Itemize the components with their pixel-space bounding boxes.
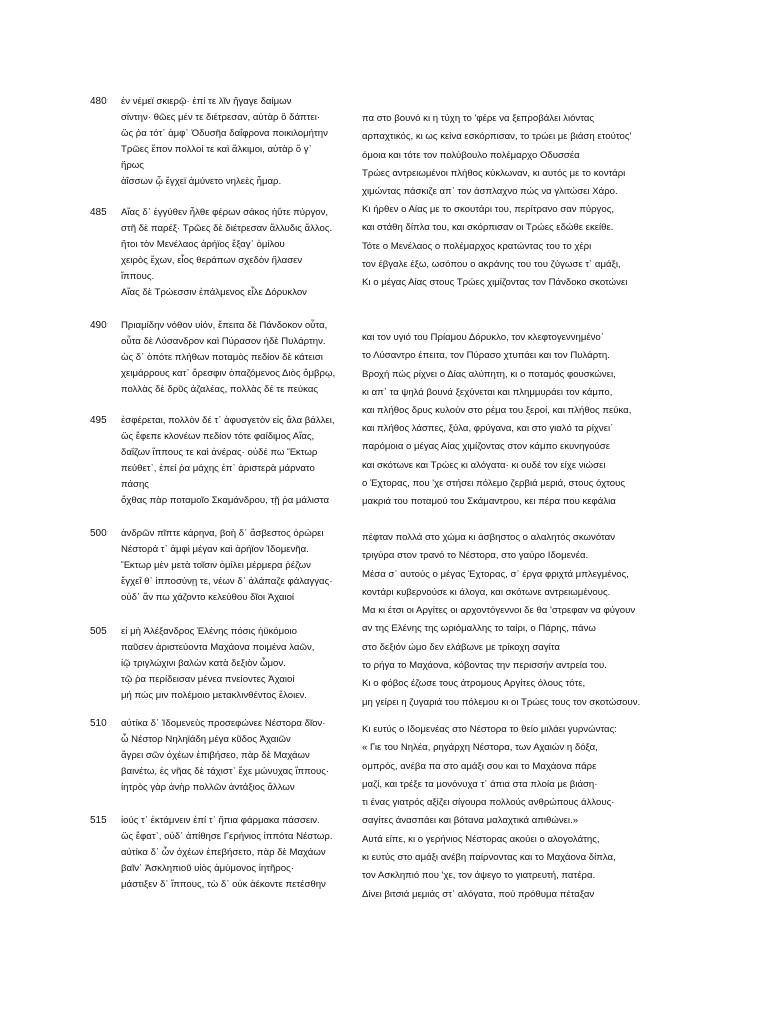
translation-line: και στάθη δίπλα του, και σκόρπισαν οι Τρώες εδώθε εκείθε. [362, 222, 614, 234]
ancient-greek-text [121, 318, 349, 398]
greek-line: ὄχθας πὰρ ποταμοῖο Σκαμάνδρου, τῇ ῥα μάλιστα [121, 495, 330, 506]
ancient-greek-text [121, 526, 349, 606]
greek-line: ἀνδρῶν πῖπτε κάρηνα, βοὴ δ᾽ ἄσβεστος ὀρώρει [121, 528, 324, 539]
greek-line: ἤτοι τὸν Μενέλαος ἀρήϊος ἔξαγ᾽ ὁμίλου [121, 239, 285, 250]
translation-line: και πλήθος δρυς κυλούν στο ρέμα του ξεροί, και πλήθος πεύκα, [362, 405, 632, 417]
greek-line: ὡς δ᾽ ὁπότε πλήθων ποταμὸς πεδίον δὲ κάτεισι [121, 352, 323, 363]
greek-line: Αἴας δ᾽ ἐγγύθεν ἦλθε φέρων σάκος ἠΰτε πύργον, [121, 207, 329, 218]
translation-line: κοντάρι κυβερνούσε κι άλογα, και σκότωνε αντρειωμένους. [362, 586, 611, 598]
greek-line: ἰῷ τριγλώχινι βαλὼν κατὰ δεξιὸν ὦμον. [121, 658, 286, 669]
translation-line: « Γιε του Νηλέα, ρηγάρχη Νέστορα, των Αχαιών η δόξα, [362, 742, 598, 754]
modern-greek-translation [362, 110, 712, 201]
greek-line: Αἴας δὲ Τρώεσσιν ἐπάλμενος εἷλε Δόρυκλον [121, 287, 307, 298]
greek-line: ὦ Νέστορ Νηληϊάδη μέγα κῦδος Ἀχαιῶν [121, 734, 291, 745]
translation-line: αν της Ελένης της ωριόμαλλης το ταίρι, ο Πάρης, πάνω [362, 623, 596, 635]
greek-line: χειμάρρους κατ᾽ ὄρεσφιν ὀπαζόμενος Διὸς ὄμβρῳ, [121, 368, 336, 379]
line-number: 505 [90, 626, 107, 637]
translation-line: όμοια και τότε τον πολύβουλο πολέμαρχο Οδυσσέα [362, 149, 580, 161]
greek-line: μάστιξεν δ᾽ ἵππους, τὼ δ᾽ οὐκ ἀέκοντε πετέσθην [121, 879, 326, 890]
translation-line: Τρώες αντρειωμένοι πλήθος κύκλωναν, κι αυτός με το κοντάρι [362, 167, 626, 179]
modern-greek-translation [362, 529, 712, 712]
translation-line: πέφταν πολλά στο χώμα κι άσβηστος ο αλαλητός σκωνόταν [362, 532, 616, 543]
line-number: 500 [90, 528, 107, 539]
greek-line: αὐτίκα δ᾽ Ἰδομενεὺς προσεφώνεε Νέστορα δῖον· [121, 718, 326, 729]
translation-line: μαζί, και τρέξε τα μονόνυχα τ᾽ άπια στα πλοία με βιάση· [362, 778, 598, 790]
line-number: 485 [90, 207, 107, 218]
greek-line: χειρὸς ἔχων, εἷος θεράπων σχεδὸν ἤλασεν [121, 255, 303, 266]
line-number: 490 [90, 320, 107, 331]
greek-line: οὐδ᾽ ἄν πω χάζοντο κελεύθου δῖοι Ἀχαιοί [121, 592, 295, 603]
ancient-greek-text [121, 716, 349, 796]
greek-line: πολλὰς δὲ δρῦς ἀζαλέας, πολλὰς δέ τε πεύκας [121, 384, 319, 395]
translation-line: Κι ευτύς ο Ιδομενέας στο Νέστορα το θείο μιλάει γυρνώντας: [362, 724, 617, 735]
translation-line: παρόμοια ο μέγας Αίας χιμίζοντας στον κάμπο εκυνηγούσε [362, 441, 610, 453]
line-number: 510 [90, 718, 107, 729]
greek-line: πεύθετ᾽, ἐπεί ῥα μάχης ἐπ᾽ ἀριστερὰ μάρνατο [121, 463, 315, 474]
translation-line: χιμώντας πάσκιζε απ᾽ τον άσπλαχνο πώς να γλιτώσει Χάρο. [362, 186, 618, 198]
greek-line: ἵππους. [121, 271, 155, 282]
ancient-greek-text [121, 413, 349, 509]
line-number: 495 [90, 415, 107, 426]
ancient-greek-text [121, 624, 349, 704]
ancient-greek-text [121, 205, 349, 301]
greek-line: ἄγρει σῶν ὀχέων ἐπιβήσεο, πὰρ δὲ Μαχάων [121, 750, 310, 761]
greek-line: ὣς ἔφατ᾽, οὐδ᾽ ἀπίθησε Γερήνιος ἱππότα Νέστωρ. [121, 831, 333, 842]
greek-line: αὐτίκα δ᾽ ὧν ὀχέων ἐπεβήσετο, πὰρ δὲ Μαχάων [121, 847, 326, 858]
greek-line: Νέστορά τ᾽ ἀμφὶ μέγαν καὶ ἀρήϊον Ἰδομενῆα. [121, 544, 309, 555]
translation-line: μακριά του ποταμού του Σκάμαντρου, κει πέρα που κεφάλια [362, 496, 616, 508]
greek-line: Τρῶες ἕπον πολλοί τε καὶ ἄλκιμοι, αὐτὰρ ὅ γ᾽ [121, 144, 312, 155]
translation-line: κι απ᾽ τα ψηλά βουνά ξεχύνεται και πλημμυράει τον κάμπο, [362, 386, 613, 398]
translation-line: ομπρός, ανέβα πα στο αμάξι σου και το Μαχάονα πάρε [362, 760, 597, 772]
translation-line: κι ευτύς στο αμάξι ανέβη παίρνοντας και το Μαχάονα δίπλα, [362, 852, 616, 864]
translation-line: Αυτά είπε, κι ο γερήνιος Νέστορας ακούει ο αλογολάτης, [362, 833, 600, 845]
greek-line: ἥρως [121, 160, 144, 171]
greek-line: βαῖν᾽ Ἀσκληπιοῦ υἱὸς ἀμύμονος ἰητῆρος· [121, 863, 294, 874]
greek-line: οὖτα δὲ Λύσανδρον καὶ Πύρασον ἠδὲ Πυλάρτην. [121, 336, 326, 347]
translation-line: στο δεξιόν ώμο δεν ελάβωνε με τρίκοχη σαγίτα [362, 641, 560, 653]
line-number: 480 [90, 96, 107, 107]
translation-line: το Λύσαντρο έπειτα, τον Πύρασο χτυπάει και τον Πυλάρτη. [362, 350, 610, 362]
translation-line: Κι ο μέγας Αίας στους Τρώες χιμίζοντας τον Πάνδοκο σκοτώνει [362, 277, 628, 289]
ancient-greek-text [121, 813, 349, 893]
modern-greek-translation [362, 721, 712, 904]
greek-line: πάσης [121, 479, 149, 490]
greek-line: βαινέτω, ἐς νῆας δὲ τάχιστ᾽ ἔχε μώνυχας ἵππους· [121, 766, 330, 777]
greek-line: ἰητρὸς γὰρ ἀνὴρ πολλῶν ἀντάξιος ἄλλων [121, 782, 295, 793]
translation-line: το ρήγα το Μαχάονα, κόβοντας την περισσήν αντρεία του. [362, 660, 607, 672]
translation-line: και τον υγιό του Πρίαμου Δόρυκλο, τον κλεφτογεννημένο᾽ [362, 332, 604, 343]
greek-line: Πριαμίδην νόθον υἱόν, ἔπειτα δὲ Πάνδοκον οὖτα, [121, 320, 328, 331]
greek-line: τῷ ῥα περίδεισαν μένεα πνείοντες Ἀχαιοί [121, 674, 295, 685]
translation-line: Μα κι έτσι οι Αργίτες οι αρχοντόγεννοι δε θα 'στρεφαν να φύγουν [362, 605, 636, 617]
translation-line: αρπαχτικός, κι ως κείνα εσκόρπισαν, το τρώει με βιάση ετούτος' [362, 131, 632, 143]
translation-line: τον έβγαλε έξω, ωσόπου ο ακράνης του του ζύγωσε τ᾽ αμάξι, [362, 258, 621, 270]
translation-line: και σκότωνε και Τρώες κι αλόγατα· κι ουδέ τον είχε νιώσει [362, 459, 606, 471]
translation-line: Βροχή πώς ρίχνει ο Δίας αλύπητη, κι ο ποταμός φουσκώνει, [362, 368, 616, 380]
modern-greek-translation [362, 329, 712, 420]
ancient-greek-text [121, 94, 349, 190]
translation-line: μη γείρει η ζυγαριά του πόλεμου κι οι Τρώες τους τον σκοτώσουν. [362, 696, 641, 708]
translation-line: Κι ο φόβος έζωσε τους άτρομους Αργίτες όλους τότε, [362, 678, 586, 690]
translation-line: Μέσα σ᾽ αυτούς ο μέγας Έχτορας, σ᾽ έργα φριχτά μπλεγμένος, [362, 568, 629, 580]
translation-line: πα στο βουνό κι η τύχη το 'φέρε να ξεπροβάλει λιόντας [362, 113, 595, 124]
greek-line: ἰούς τ᾽ ἐκτάμνειν ἐπί τ᾽ ἤπια φάρμακα πάσσειν. [121, 815, 320, 826]
translation-line: ο Έχτορας, που 'χε στήσει πόλεμο ζερβιά μεριά, στους όχτους [362, 477, 625, 489]
greek-line: ὣς ῥα τότ᾽ ἀμφ᾽ Ὀδυσῆα δαΐφρονα ποικιλομήτην [121, 128, 328, 139]
translation-line: τι ένας γιατρός αξίζει σίγουρα πολλούς ανθρώπους άλλους· [362, 797, 615, 809]
translation-line: Τότε ο Μενέλαος ο πολέμαρχος κρατώντας του το χέρι [362, 240, 592, 252]
translation-line: Κι ήρθεν ο Αίας με το σκουτάρι του, περίτρανο σαν πύργος, [362, 204, 614, 215]
greek-line: παῦσεν ἀριστεύοντα Μαχάονα ποιμένα λαῶν, [121, 642, 315, 653]
line-number: 515 [90, 815, 107, 826]
greek-line: ἐν νέμεϊ σκιερῷ· ἐπί τε λῖν ἤγαγε δαίμων [121, 96, 292, 107]
translation-line: τριγύρα στον τρανό το Νέστορα, στο γαύρο Ιδομενέα. [362, 550, 589, 562]
greek-line: ἐσφέρεται, πολλὸν δέ τ᾽ ἀφυσγετὸν εἰς ἅλα βάλλει, [121, 415, 335, 426]
modern-greek-translation [362, 420, 712, 511]
greek-line: σίντην· θῶες μέν τε διέτρεσαν, αὐτὰρ ὃ δάπτει· [121, 112, 321, 123]
greek-line: εἰ μὴ Ἀλέξανδρος Ἑλένης πόσις ἠϋκόμοιο [121, 626, 297, 637]
modern-greek-translation [362, 201, 712, 292]
greek-line: μή πώς μιν πολέμοιο μετακλινθέντος ἕλοιεν. [121, 690, 307, 701]
greek-line: ἔγχεΐ θ᾽ ἱπποσύνῃ τε, νέων δ᾽ ἀλάπαζε φάλαγγας· [121, 576, 333, 587]
greek-line: Ἕκτωρ μὲν μετὰ τοῖσιν ὁμίλει μέρμερα ῥέζων [121, 560, 311, 571]
greek-line: στῆ δὲ παρέξ· Τρῶες δὲ διέτρεσαν ἄλλυδις ἄλλος. [121, 223, 333, 234]
translation-line: Δίνει βιτσιά μεμιάς στ᾽ αλόγατα, πού πρόθυμα πέταξαν [362, 888, 595, 900]
translation-line: σαγίτες άνασπάει και βότανα μαλαχτικά απιθώνει.» [362, 815, 579, 827]
greek-line: δαΐζων ἵππους τε καὶ ἀνέρας· οὐδέ πω Ἕκτωρ [121, 447, 318, 458]
translation-line: τον Ασκληπιό που 'χε, τον άψεγο το γιατρευτή, πατέρα. [362, 870, 596, 882]
greek-line: ὣς ἔφεπε κλονέων πεδίον τότε φαίδιμος Αἴας, [121, 431, 315, 442]
greek-line: ἀΐσσων ᾧ ἔγχεϊ ἀμύνετο νηλεὲς ἦμαρ. [121, 176, 282, 187]
translation-line: και πλήθος λάσπες, ξύλα, φρύγανα, και στο γιαλό τα ρίχνει᾽ [362, 423, 614, 434]
